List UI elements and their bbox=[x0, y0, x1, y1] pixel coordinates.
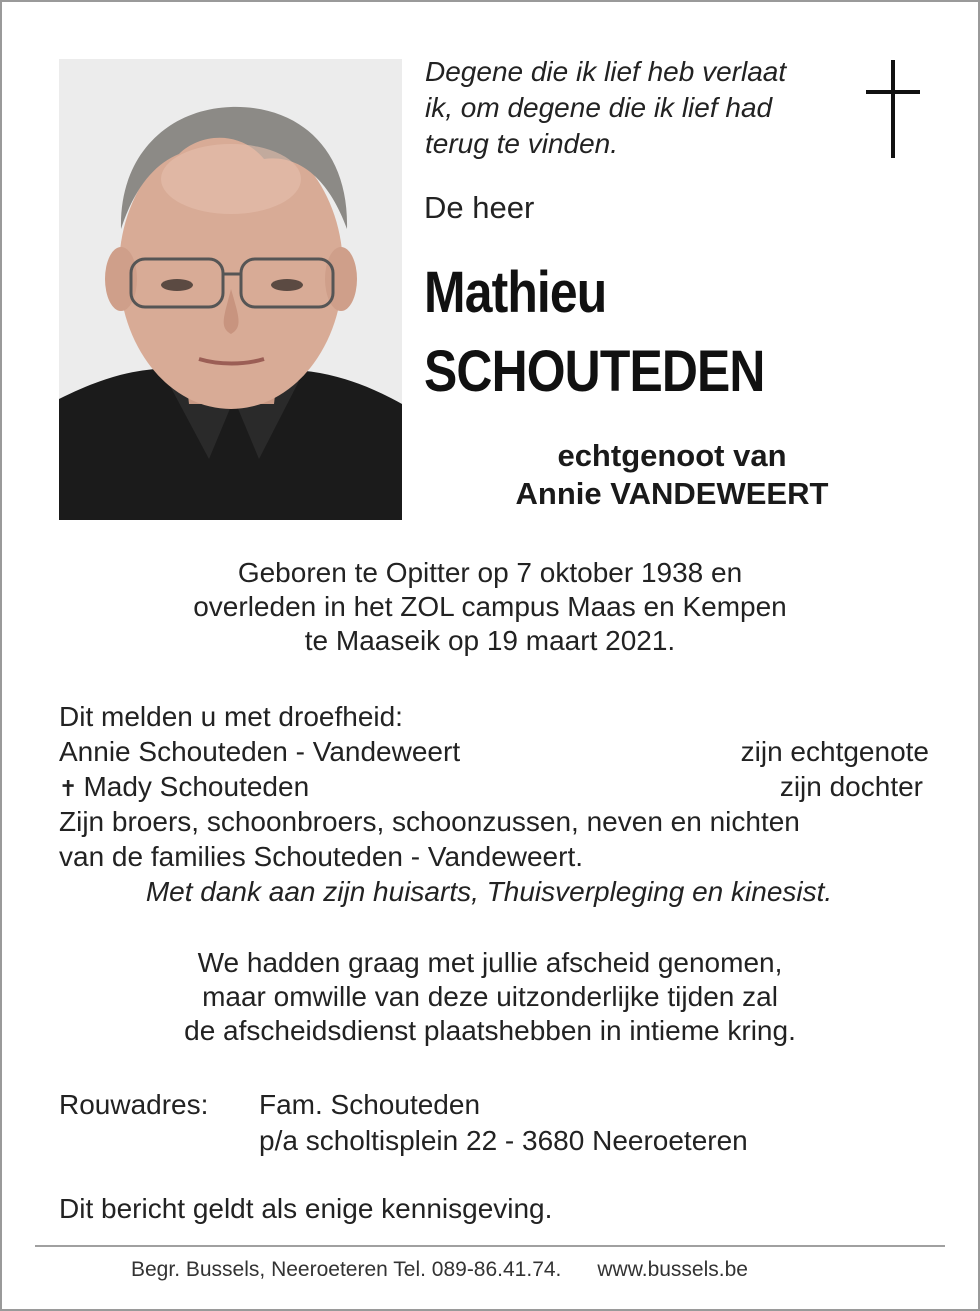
mourner-name: Mady Schouteden bbox=[83, 771, 310, 802]
notice-text: Dit bericht geldt als enige kennisgeving. bbox=[59, 1193, 553, 1224]
mourner-row bbox=[59, 734, 929, 769]
mourner-relation: zijn dochter bbox=[779, 771, 923, 802]
quote-line: Degene die ik lief heb verlaat bbox=[425, 56, 787, 87]
deceased-last-name: SCHOUTEDEN bbox=[424, 339, 765, 404]
memorial-quote bbox=[425, 54, 845, 162]
undertaker-info: Begr. Bussels, Neeroeteren Tel. 089-86.41.74. bbox=[131, 1258, 562, 1281]
website-link[interactable]: www.bussels.be bbox=[597, 1258, 748, 1281]
quote-line: terug te vinden. bbox=[425, 128, 619, 159]
latin-cross-icon: ✝ bbox=[59, 776, 78, 801]
birth-death-line: Geboren te Opitter op 7 oktober 1938 en bbox=[237, 557, 743, 588]
thanks-line: Met dank aan zijn huisarts, Thuisverpleging en kinesist. bbox=[145, 876, 833, 907]
mourners-block bbox=[59, 699, 929, 909]
ceremony-line: We hadden graag met jullie afscheid genomen, bbox=[197, 947, 783, 978]
birth-death-line: overleden in het ZOL campus Maas en Kempen bbox=[193, 591, 787, 622]
spouse-relation: echtgenoot van bbox=[557, 438, 787, 473]
address-label: Rouwadres: bbox=[59, 1089, 209, 1120]
spouse-block bbox=[424, 437, 920, 513]
address-lines bbox=[259, 1087, 748, 1159]
address-line: Fam. Schouteden bbox=[259, 1089, 481, 1120]
mourner-relation: zijn echtgenote bbox=[740, 736, 929, 767]
mourners-intro: Dit melden u met droefheid: bbox=[59, 701, 403, 732]
birth-death-line: te Maaseik op 19 maart 2021. bbox=[304, 625, 676, 656]
mourner-name: Annie Schouteden - Vandeweert bbox=[59, 736, 461, 767]
salutation: De heer bbox=[424, 190, 535, 225]
spouse-name: Annie VANDEWEERT bbox=[515, 476, 829, 511]
ceremony-line: maar omwille van deze uitzonderlijke tijden zal bbox=[202, 981, 778, 1012]
portrait-photo bbox=[59, 59, 402, 520]
address-line: p/a scholtisplein 22 - 3680 Neeroeteren bbox=[259, 1125, 748, 1156]
ceremony-block bbox=[20, 946, 960, 1048]
footer bbox=[131, 1258, 748, 1282]
family-line: van de families Schouteden - Vandeweert. bbox=[59, 841, 584, 872]
ceremony-line: de afscheidsdienst plaatshebben in intieme kring. bbox=[184, 1015, 796, 1046]
latin-cross-icon bbox=[862, 60, 924, 160]
divider bbox=[35, 1245, 945, 1247]
quote-line: ik, om degene die ik lief had bbox=[425, 92, 773, 123]
mourner-row bbox=[59, 769, 929, 804]
deceased-first-name: Mathieu bbox=[424, 260, 607, 325]
family-line: Zijn broers, schoonbroers, schoonzussen, neven en nichten bbox=[59, 806, 800, 837]
birth-death-block bbox=[20, 556, 960, 658]
